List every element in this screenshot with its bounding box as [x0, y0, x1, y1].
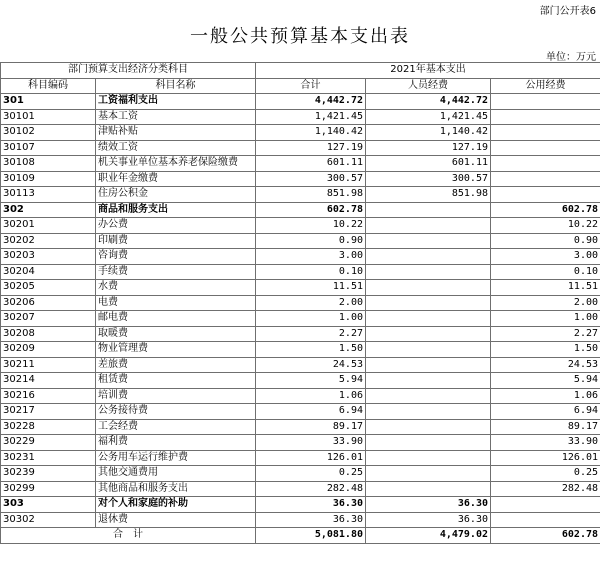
- row-name: 办公费: [96, 218, 256, 234]
- row-total: 36.30: [256, 497, 366, 513]
- row-name: 基本工资: [96, 109, 256, 125]
- row-code: 30239: [1, 466, 96, 482]
- row-code: 30214: [1, 373, 96, 389]
- column-header-public: 公用经费: [491, 78, 600, 94]
- row-code: 30205: [1, 280, 96, 296]
- row-code: 302: [1, 202, 96, 218]
- row-public: [491, 94, 600, 110]
- row-code: 30217: [1, 404, 96, 420]
- row-public: 10.22: [491, 218, 600, 234]
- row-name: 其他商品和服务支出: [96, 481, 256, 497]
- row-public: 2.27: [491, 326, 600, 342]
- row-public: 1.00: [491, 311, 600, 327]
- row-public: 24.53: [491, 357, 600, 373]
- row-code: 30216: [1, 388, 96, 404]
- row-public: [491, 109, 600, 125]
- column-header-total: 合计: [256, 78, 366, 94]
- table-row: [1, 373, 600, 389]
- group-header-right: 2021年基本支出: [256, 63, 600, 79]
- row-public: 33.90: [491, 435, 600, 451]
- row-public: 6.94: [491, 404, 600, 420]
- row-name: 取暖费: [96, 326, 256, 342]
- row-code: 30299: [1, 481, 96, 497]
- row-personnel: 127.19: [366, 140, 491, 156]
- row-public: 11.51: [491, 280, 600, 296]
- row-name: 咨询费: [96, 249, 256, 265]
- row-code: 30207: [1, 311, 96, 327]
- row-personnel: 4,442.72: [366, 94, 491, 110]
- table-row: [1, 404, 600, 420]
- row-code: 30201: [1, 218, 96, 234]
- row-personnel: [366, 481, 491, 497]
- row-personnel: [366, 264, 491, 280]
- row-code: 303: [1, 497, 96, 513]
- row-code: 30113: [1, 187, 96, 203]
- row-name: 租赁费: [96, 373, 256, 389]
- row-total: 4,442.72: [256, 94, 366, 110]
- row-total: 3.00: [256, 249, 366, 265]
- table-row: [1, 109, 600, 125]
- row-public: 1.06: [491, 388, 600, 404]
- row-total: 1.06: [256, 388, 366, 404]
- row-total: 601.11: [256, 156, 366, 172]
- row-public: [491, 140, 600, 156]
- row-name: 对个人和家庭的补助: [96, 497, 256, 513]
- row-personnel: 1,421.45: [366, 109, 491, 125]
- row-public: 3.00: [491, 249, 600, 265]
- row-code: 30107: [1, 140, 96, 156]
- table-row: [1, 171, 600, 187]
- row-code: 30109: [1, 171, 96, 187]
- row-personnel: [366, 342, 491, 358]
- row-public: 282.48: [491, 481, 600, 497]
- row-personnel: 36.30: [366, 497, 491, 513]
- table-row: [1, 357, 600, 373]
- row-name: 退休费: [96, 512, 256, 528]
- row-name: 电费: [96, 295, 256, 311]
- row-name: 印刷费: [96, 233, 256, 249]
- column-header-code: 科目编码: [1, 78, 96, 94]
- row-public: 602.78: [491, 202, 600, 218]
- row-name: 商品和服务支出: [96, 202, 256, 218]
- row-code: 30208: [1, 326, 96, 342]
- row-personnel: [366, 419, 491, 435]
- table-row: [1, 326, 600, 342]
- corner-label: 部门公开表6: [539, 6, 596, 17]
- row-code: 301: [1, 94, 96, 110]
- table-row: [1, 512, 600, 528]
- row-personnel: [366, 233, 491, 249]
- table-row: [1, 202, 600, 218]
- row-code: 30228: [1, 419, 96, 435]
- row-total: 6.94: [256, 404, 366, 420]
- row-name: 邮电费: [96, 311, 256, 327]
- row-code: 30206: [1, 295, 96, 311]
- row-public: 1.50: [491, 342, 600, 358]
- table-row: [1, 156, 600, 172]
- row-total: 1.50: [256, 342, 366, 358]
- row-total: 300.57: [256, 171, 366, 187]
- table-row: [1, 233, 600, 249]
- row-total: 282.48: [256, 481, 366, 497]
- table-row: [1, 419, 600, 435]
- row-personnel: 851.98: [366, 187, 491, 203]
- row-public: [491, 512, 600, 528]
- table-row: [1, 187, 600, 203]
- row-total: 126.01: [256, 450, 366, 466]
- row-name: 差旅费: [96, 357, 256, 373]
- table-row: [1, 218, 600, 234]
- row-code: 30101: [1, 109, 96, 125]
- row-name: 工会经费: [96, 419, 256, 435]
- row-code: 30211: [1, 357, 96, 373]
- row-public: [491, 171, 600, 187]
- row-code: 30229: [1, 435, 96, 451]
- column-header-name: 科目名称: [96, 78, 256, 94]
- row-public: [491, 156, 600, 172]
- table-row: [1, 249, 600, 265]
- row-code: 30202: [1, 233, 96, 249]
- row-personnel: 300.57: [366, 171, 491, 187]
- row-total: 89.17: [256, 419, 366, 435]
- row-name: 福利费: [96, 435, 256, 451]
- group-header-left: 部门预算支出经济分类科目: [1, 63, 256, 79]
- row-total: 36.30: [256, 512, 366, 528]
- row-name: 住房公积金: [96, 187, 256, 203]
- total-public: 602.78: [491, 528, 600, 544]
- row-public: 2.00: [491, 295, 600, 311]
- row-personnel: [366, 249, 491, 265]
- table-row: [1, 140, 600, 156]
- row-personnel: [366, 357, 491, 373]
- row-personnel: [366, 435, 491, 451]
- row-total: 0.90: [256, 233, 366, 249]
- row-name: 公务接待费: [96, 404, 256, 420]
- table-row: [1, 497, 600, 513]
- row-code: 30231: [1, 450, 96, 466]
- table-row: [1, 280, 600, 296]
- row-personnel: [366, 311, 491, 327]
- row-name: 工资福利支出: [96, 94, 256, 110]
- total-sum: 5,081.80: [256, 528, 366, 544]
- table-row: [1, 311, 600, 327]
- row-total: 11.51: [256, 280, 366, 296]
- total-row: [1, 528, 600, 544]
- row-personnel: [366, 202, 491, 218]
- row-name: 水费: [96, 280, 256, 296]
- group-header-row: [1, 63, 600, 79]
- column-header-personnel: 人员经费: [366, 78, 491, 94]
- table-row: [1, 466, 600, 482]
- row-total: 0.25: [256, 466, 366, 482]
- row-total: 602.78: [256, 202, 366, 218]
- row-total: 5.94: [256, 373, 366, 389]
- row-name: 其他交通费用: [96, 466, 256, 482]
- page-title: 一般公共预算基本支出表: [190, 26, 410, 47]
- row-public: [491, 125, 600, 141]
- row-public: 0.90: [491, 233, 600, 249]
- table-row: [1, 450, 600, 466]
- row-name: 职业年金缴费: [96, 171, 256, 187]
- row-name: 手续费: [96, 264, 256, 280]
- row-personnel: [366, 373, 491, 389]
- table-row: [1, 388, 600, 404]
- row-personnel: [366, 388, 491, 404]
- row-name: 培训费: [96, 388, 256, 404]
- row-total: 24.53: [256, 357, 366, 373]
- row-public: 0.25: [491, 466, 600, 482]
- row-personnel: [366, 218, 491, 234]
- row-code: 30102: [1, 125, 96, 141]
- row-name: 机关事业单位基本养老保险缴费: [96, 156, 256, 172]
- table-row: [1, 435, 600, 451]
- row-total: 127.19: [256, 140, 366, 156]
- row-public: [491, 497, 600, 513]
- table-row: [1, 481, 600, 497]
- total-personnel: 4,479.02: [366, 528, 491, 544]
- row-name: 公务用车运行维护费: [96, 450, 256, 466]
- row-total: 2.00: [256, 295, 366, 311]
- table-row: [1, 94, 600, 110]
- row-personnel: [366, 280, 491, 296]
- row-total: 2.27: [256, 326, 366, 342]
- row-personnel: 36.30: [366, 512, 491, 528]
- row-total: 1,421.45: [256, 109, 366, 125]
- row-public: 89.17: [491, 419, 600, 435]
- row-code: 30302: [1, 512, 96, 528]
- row-personnel: 1,140.42: [366, 125, 491, 141]
- row-personnel: [366, 326, 491, 342]
- row-total: 851.98: [256, 187, 366, 203]
- row-code: 30204: [1, 264, 96, 280]
- row-code: 30108: [1, 156, 96, 172]
- row-personnel: [366, 466, 491, 482]
- row-public: 5.94: [491, 373, 600, 389]
- table-row: [1, 125, 600, 141]
- row-total: 10.22: [256, 218, 366, 234]
- row-total: 1,140.42: [256, 125, 366, 141]
- total-label: 合 计: [1, 528, 256, 544]
- row-total: 33.90: [256, 435, 366, 451]
- row-code: 30203: [1, 249, 96, 265]
- row-name: 物业管理费: [96, 342, 256, 358]
- row-public: 0.10: [491, 264, 600, 280]
- row-public: 126.01: [491, 450, 600, 466]
- row-code: 30209: [1, 342, 96, 358]
- row-public: [491, 187, 600, 203]
- row-name: 津贴补贴: [96, 125, 256, 141]
- row-total: 1.00: [256, 311, 366, 327]
- row-personnel: [366, 295, 491, 311]
- table-row: [1, 264, 600, 280]
- row-total: 0.10: [256, 264, 366, 280]
- row-personnel: [366, 404, 491, 420]
- row-personnel: 601.11: [366, 156, 491, 172]
- budget-table: [0, 62, 600, 544]
- unit-label: 单位：万元: [546, 52, 596, 63]
- table-row: [1, 295, 600, 311]
- column-header-row: [1, 78, 600, 94]
- row-name: 绩效工资: [96, 140, 256, 156]
- table-row: [1, 342, 600, 358]
- row-personnel: [366, 450, 491, 466]
